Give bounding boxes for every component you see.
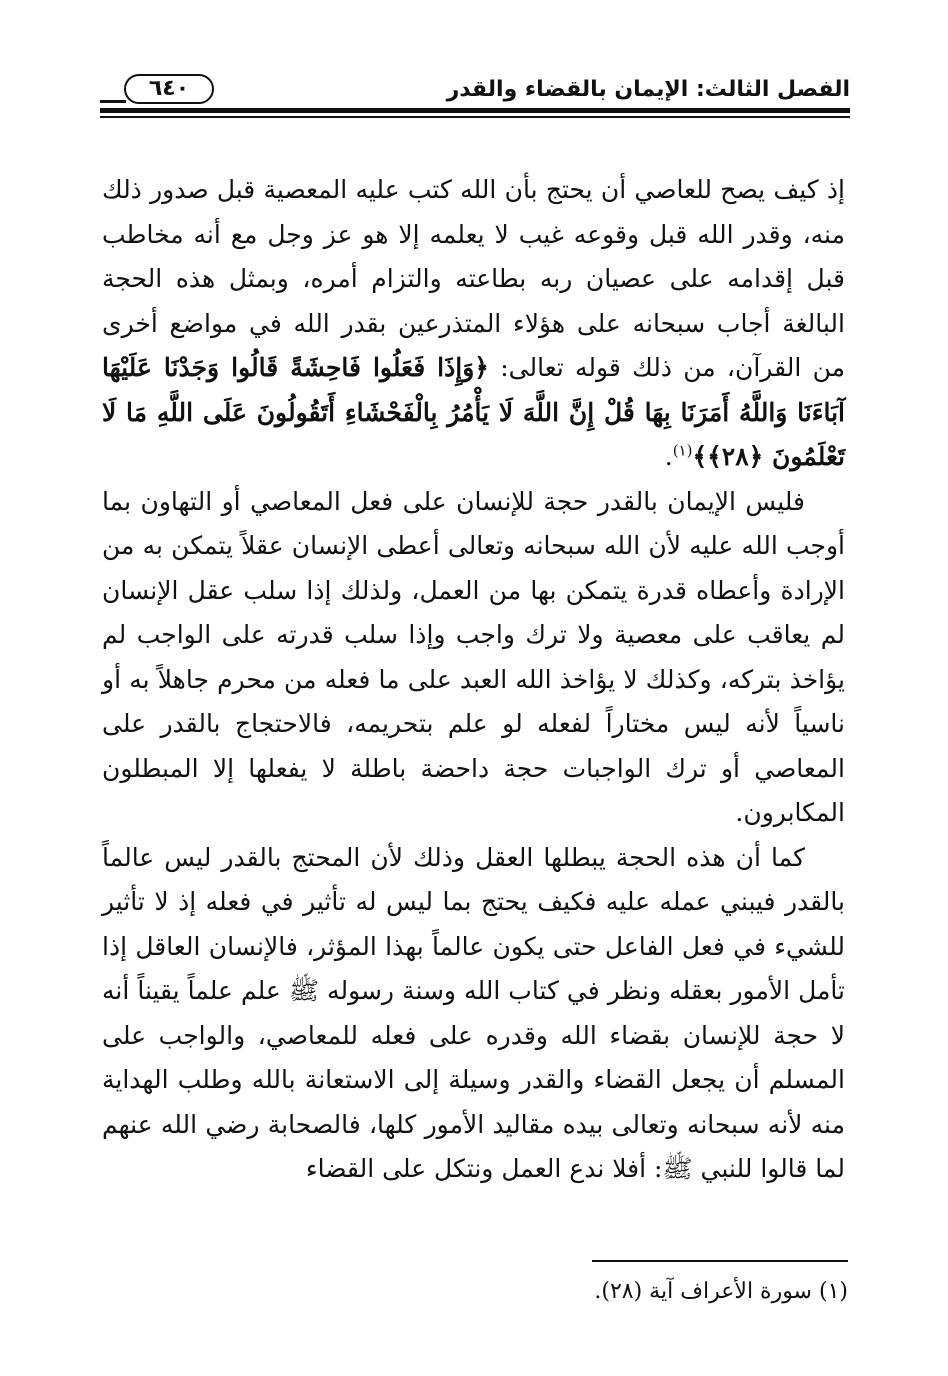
page-number: ٦٤٠ bbox=[148, 76, 190, 101]
paragraph-3: كما أن هذه الحجة يبطلها العقل وذلك لأن المحتج بالقدر ليس عالماً بالقدر فيبني عمله عليه فكيف يحتج بما ليس له تأثير في فعله إذ لا تأثير للشيء في فعل الفاعل حتى يكون عالماً بهذا المؤثر، فالإنسان العاقل إذا تأمل الأمور بعقله ونظر في كتاب الله وسنة رسوله ﷺ علم علماً يقيناً أنه لا حجة للإنسان بقضاء الله وقدره على فعله للمعاصي، والواجب على المسلم أن يجعل القضاء والقدر وسيلة إلى الاستعانة بالله وطلب الهداية منه لأنه سبحانه وتعالى بيده مقاليد الأمور كلها، فالصحابة رضي الله عنهم لما قالوا للنبي ﷺ: أفلا ندع العمل ونتكل على القضاء bbox=[102, 842, 845, 1183]
header-rule-thin bbox=[100, 116, 850, 118]
paragraph-2: فليس الإيمان بالقدر حجة للإنسان على فعل المعاصي أو التهاون بما أوجب الله عليه لأن الله سبحانه وتعالى أعطى الإنسان عقلاً يتمكن به من الإرادة وأعطاه قدرة يتمكن بها من العمل، ولذلك إذا سلب عقل الإنسان لم يعاقب على معصية ولا ترك واجب وإذا سلب قدرته على الواجب لم يؤاخذ بتركه، وكذلك لا يؤاخذ الله العبد على ما فعله من محرم جاهلاً به أو ناسياً لأنه ليس مختاراً لفعله لو علم بتحريمه، فالاحتجاج بالقدر على المعاصي أو ترك الواجبات حجة داحضة باطلة لا يفعلها إلا المبطلون المكابرون. bbox=[102, 486, 845, 827]
header-ornament bbox=[100, 100, 126, 103]
paragraph-1 bbox=[102, 168, 845, 480]
quran-verse: ﴿وَإِذَا فَعَلُوا فَاحِشَةً قَالُوا وَجَدْنَا عَلَيْهَا آبَاءَنَا وَاللَّهُ أَمَرَنَا بِهَا قُلْ إِنَّ اللَّهَ لَا يَأْمُرُ بِالْفَحْشَاءِ أَتَقُولُونَ عَلَى اللَّهِ مَا لَا تَعْلَمُونَ ﴿٢٨﴾﴾ bbox=[102, 353, 845, 471]
paragraph-1-text: إذ كيف يصح للعاصي أن يحتج بأن الله كتب عليه المعصية قبل صدور ذلك منه، وقدر الله قبل وقوعه غيب لا يعلمه إلا هو عز وجل مع أنه مخاطب قبل إقدامه على عصيان ربه بطاعته والتزام أمره، وبمثل هذه الحجة البالغة أجاب سبحانه على هؤلاء المتذرعين بقدر الله في مواضع أخرى من القرآن، من ذلك قوله تعالى: bbox=[102, 175, 845, 382]
footnote-separator bbox=[592, 1260, 848, 1262]
header-rule-thick bbox=[100, 108, 850, 113]
page-header bbox=[100, 74, 850, 124]
main-text bbox=[102, 168, 845, 1192]
footnote-1: (١) سورة الأعراف آية (٢٨). bbox=[594, 1279, 848, 1304]
running-title: الفصل الثالث: الإيمان بالقضاء والقدر bbox=[446, 77, 850, 102]
page-number-badge bbox=[124, 74, 214, 104]
footnote-reference[interactable]: (١) bbox=[672, 441, 693, 460]
paragraph-1-end: . bbox=[664, 442, 673, 471]
